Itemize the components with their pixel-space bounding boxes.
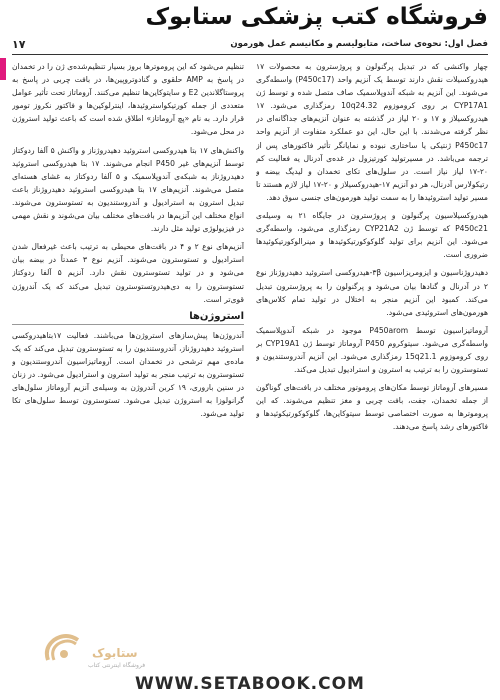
page-header: [12, 36, 488, 55]
running-title: فصل اول: نحوه‌ی ساخت، متابولیسم و مکانیسم عمل هورمون: [230, 39, 488, 49]
paragraph: چهار واکنشی که در تبدیل پرگنولون و پروژسترون به محصولات ۱۷ هیدروکسیلات نقش دارند توسط یک آنزیم واحد (P450c17) واسطه‌گری می‌شوند. این آنزیم به شبکه آندوپلاسمیک صاف متصل شده و توسط ژن CYP17A1 بر روی کروموزوم 10q24.32 رمزگذاری می‌شود. ۱۷ هیدروکسیلاز و ۱۷ و ۲۰ لیاز در گذشته به عنوان آنزیم‌های جداگانه‌ای در نظر گرفته می‌شدند. با این حال، این دو عملکرد متفاوت از آنزیم واحد P450c17 ژنتیکی یا ساختاری نبوده و نمایانگر تأثیر فاکتورهای پس از ترجمه می‌باشد. در مسیرتولید کورتیزول در غده‌ی آدرنال یه فعالیت کم ۲۰-۱۷ لیاز نیاز است. در سلول‌های تکای تخمدان و لیدیگ بیضه و رتیکولارس آدرنال، هر دو آنزیم ۱۷-هیدروکسیلاز و ۲۰-۱۷ لیاز لازم هستند تا مسیر تولید استروئیدها را به سمت تولید هورمون‌های جنسی سوق دهد.: [256, 62, 488, 202]
logo-name: ستابوک: [92, 646, 138, 660]
footer-website-url[interactable]: WWW.SETABOOK.COM: [135, 674, 365, 694]
store-watermark: فروشگاه کتب پزشکی ستابوک: [145, 4, 488, 30]
right-column: [256, 60, 488, 644]
page-number: ۱۷: [12, 37, 26, 51]
body-columns: [12, 60, 488, 644]
section-heading: استروژن‌ها: [12, 311, 244, 325]
paragraph: آندروژن‌ها پیش‌سازهای استروژن‌ها می‌باشند. فعالیت ۱۷بتاهیدروکسی استروئید دهیدروژناز، آندروستندیون را به تستوسترون تبدیل می‌کند که یک ماده‌ی مهم ترشحی در تخمدان است. آروماتیزاسیون آندروستندیون و تستوسترون به ترتیب منجر به تولید استرون و استرادیول می‌شود. در زنان در سنین باروری، ۱۹ کربن آندروژن به وسیله‌ی آنزیم آروماتاز سلول‌های گرانولوزا به استروژن تبدیل می‌شود. تستوسترون توسط سلول‌های تکا تولید می‌شود.: [12, 330, 244, 419]
paragraph: هیدروکسیلاسیون پرگنولون و پروژسترون در جایگاه ۲۱ به وسیله‌ی P450c21 که توسط ژن CYP21A2 رمزگذاری می‌شود، واسطه‌گری می‌شود. این آنزیم برای تولید گلوکوکورتیکوئیدها و مینرالوکورتیکوئیدها ضروری است.: [256, 211, 488, 260]
paragraph: آنزیم‌های نوع ۲ و ۴ در بافت‌های محیطی به ترتیب باعث غیرفعال شدن استرادیول و تستوسترون می‌شوند. آنزیم نوع ۳ عمدتاً در بیضه بیان می‌شود و در تولید تستوسترون نقش دارد. آنزیم ۵ آلفا ردوکتاز تستوسترون را به دی‌هیدروتستوسترون تبدیل می‌کند که یک آندروژن قوی‌تر است.: [12, 242, 244, 304]
paragraph: دهیدروژناسیون و ایزومریزاسیون ۳β-هیدروکسی استروئید دهیدروژناز نوع ۲ در آدرنال و گنادها بیان می‌شود و پرگنولون را به پروژسترون تبدیل می‌کند. کمبود این آنزیم منجر به اختلال در تولید تمام کلاس‌های هورمون‌های استروئیدی می‌شود.: [256, 268, 488, 317]
logo-tagline: فروشگاه اینترنتی کتاب: [88, 662, 146, 669]
left-column: [12, 60, 244, 644]
paragraph: مسیرهای آروماتاز توسط مکان‌های پروموتور مختلف در بافت‌های گوناگون از جمله تخمدان، جفت، بافت چربی و مغز تنظیم می‌شوند. که این پروموترها به صورت اختصاصی توسط سیتوکاین‌ها، گلوکوکورتیکوئیدها و فاکتورهای رشد پاسخ می‌دهند.: [256, 383, 488, 432]
paragraph: آروماتیزاسیون توسط P450arom موجود در شبکه آندوپلاسمیک واسطه‌گری می‌شود. سیتوکروم P450 آروماتاز توسط ژن CYP19A1 بر روی کروموزوم 15q21.1 رمزگذاری می‌شود. این آنزیم آندروستندیون و تستوسترون را به ترتیب به استرون و استرادیول تبدیل می‌کند.: [256, 325, 488, 375]
chapter-tab-marker: [0, 58, 6, 80]
paragraph: تنظیم می‌شود که این پروموترها بروز بسیار تنظیم‌شده‌ی ژن را در تخمدان در پاسخ به AMP حلقوی و گنادوتروپین‌ها، در بافت چربی در پاسخ به پروستاگلاندین E2 و سایتوکاین‌ها تنظیم می‌کنند. آروماتاز تحت تأثیر عوامل متعددی از جمله کورتیکواستروئیدها، اینترلوکین‌ها و فاکتور نکروز تومور قرار دارد. به نام «پچ آروماتاز» اطلاق شده است که باعث تولید استروژن در محل می‌شود.: [12, 62, 244, 137]
paragraph: واکنش‌های ۱۷ بتا هیدروکسی استروئید دهیدروژناز و واکنش ۵ آلفا ردوکتاز توسط آنزیم‌های غیر P450 انجام می‌شوند. ۱۷ بتا هیدروکسی استروئید دهیدروژناز به شبکه‌ی آندوپلاسمیک و ۵ آلفا ردوکتاز به غشای هسته‌ای متصل می‌شوند. آنزیم‌های ۱۷ بتا هیدروکسی استروئید دهیدروژناز باعث تبدیل استرون به استرادیول و آندروستندیون به تستوسترون می‌شوند. انواع مختلف این آنزیم‌ها در بافت‌های مختلف بیان می‌شوند و نقش مهمی در فیزیولوژی تولید مثل دارند.: [12, 145, 244, 234]
